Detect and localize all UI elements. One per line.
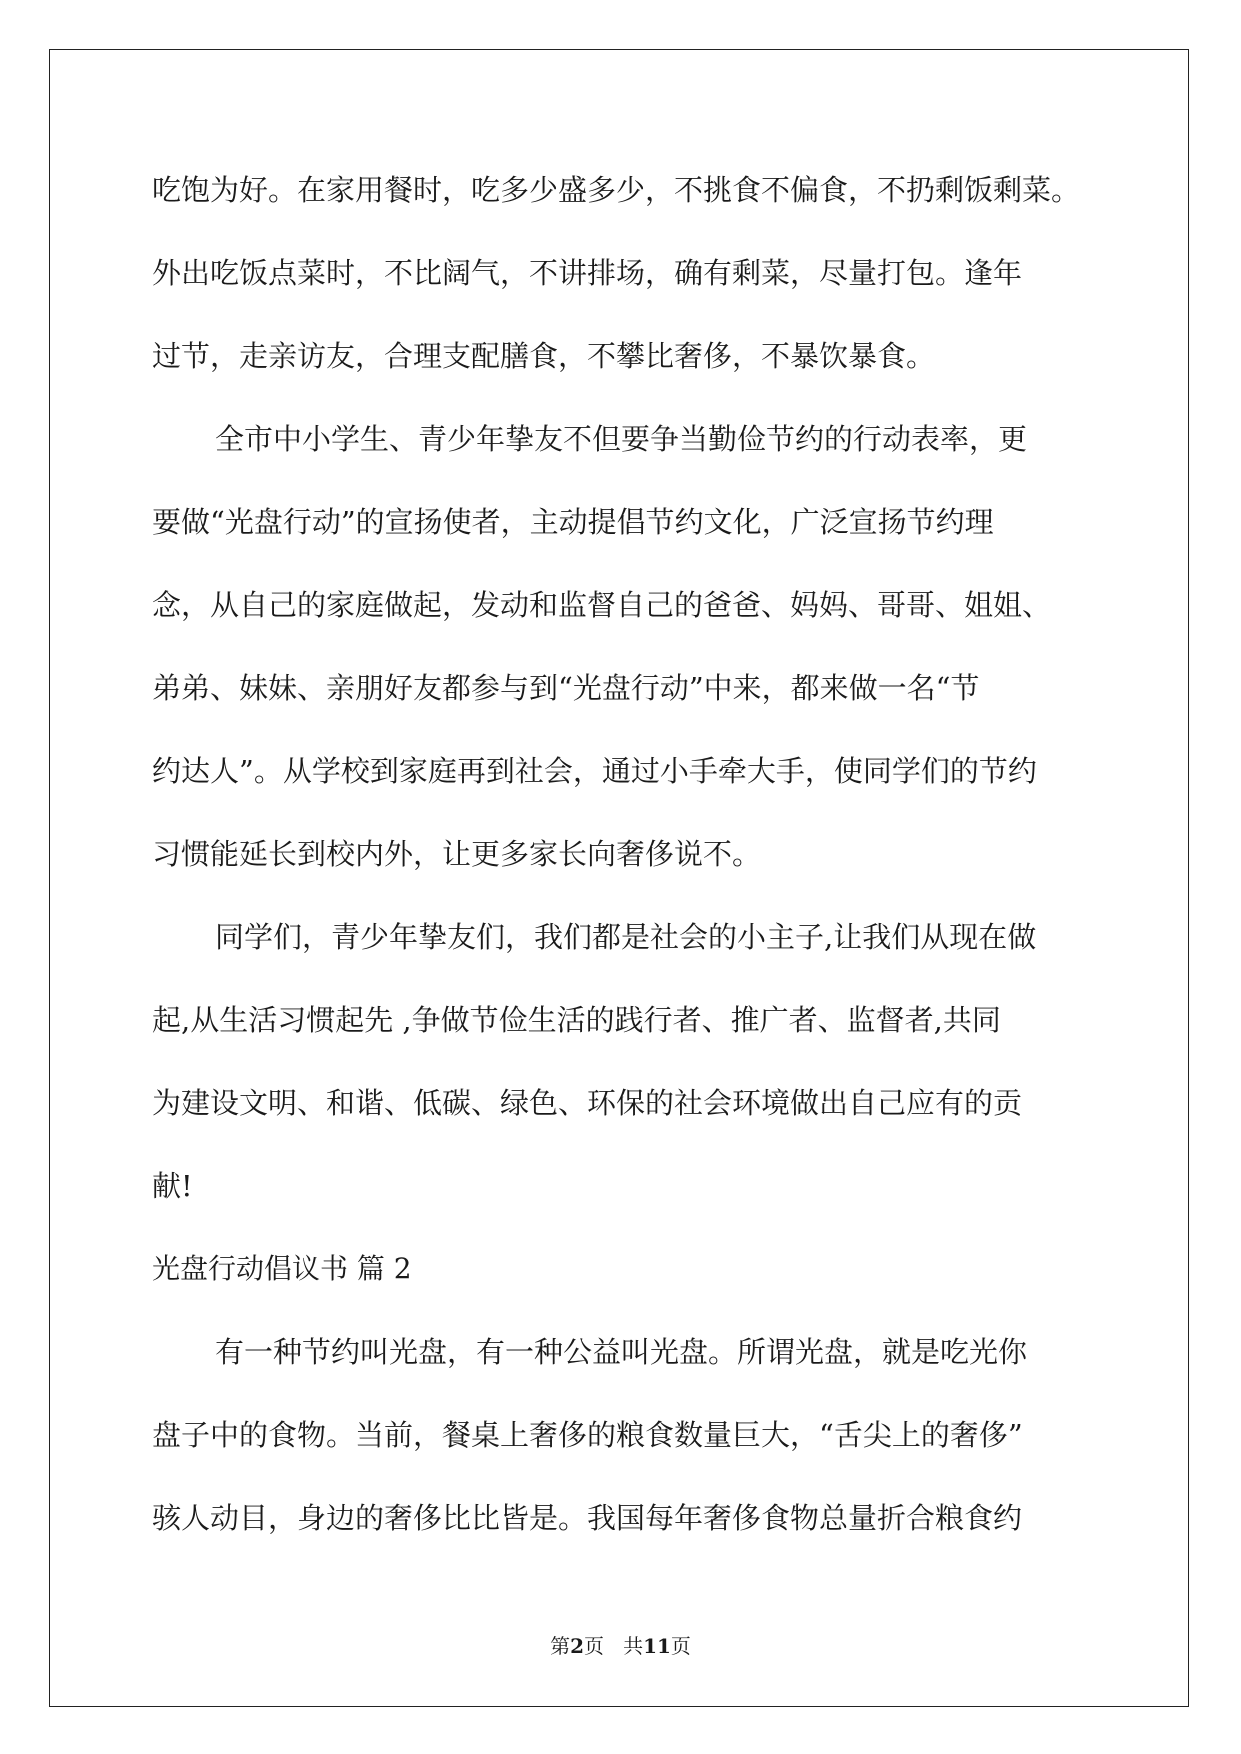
text-line: 骇人动目，身边的奢侈比比皆是。我国每年奢侈食物总量折合粮食约 [152,1501,1023,1535]
footer-total-suffix: 页 [670,1634,691,1658]
text-line: 念，从自己的家庭做起，发动和监督自己的爸爸、妈妈、哥哥、姐姐、 [152,588,1052,622]
text-line: 过节，走亲访友，合理支配膳食，不攀比奢侈，不暴饮暴食。 [152,339,936,373]
text-line: 全市中小学生、青少年挚友不但要争当勤俭节约的行动表率，更 [215,422,1028,456]
text-line: 要做“光盘行动”的宣扬使者，主动提倡节约文化，广泛宣扬节约理 [152,505,994,539]
text-line: 盘子中的食物。当前，餐桌上奢侈的粮食数量巨大，“舌尖上的奢侈” [152,1418,1023,1452]
text-line: 起,从生活习惯起先 ,争做节俭生活的践行者、推广者、监督者,共同 [152,1003,1001,1037]
page-frame [49,49,1189,1707]
text-line: 习惯能延长到校内外，让更多家长向奢侈说不。 [152,837,762,871]
text-line: 弟弟、妹妹、亲朋好友都参与到“光盘行动”中来，都来做一名“节 [152,671,980,705]
section-heading: 光盘行动倡议书 篇 2 [152,1252,412,1285]
footer-total-pages: 11 [643,1634,671,1658]
text-line: 吃饱为好。在家用餐时，吃多少盛多少，不挑食不偏食，不扔剩饭剩菜。 [152,173,1081,207]
text-line: 同学们，青少年挚友们，我们都是社会的小主子,让我们从现在做 [215,920,1037,954]
text-line: 外出吃饭点菜时，不比阔气，不讲排场，确有剩菜，尽量打包。逢年 [152,256,1023,290]
text-line: 献! [152,1169,193,1203]
text-line: 为建设文明、和谐、低碳、绿色、环保的社会环境做出自己应有的贡 [152,1086,1023,1120]
text-line: 有一种节约叫光盘，有一种公益叫光盘。所谓光盘，就是吃光你 [215,1335,1028,1369]
footer-page-prefix: 第 [550,1634,571,1658]
page-footer [0,1630,1241,1659]
footer-page-number: 2 [570,1634,584,1658]
text-line: 约达人”。从学校到家庭再到社会，通过小手牵大手，使同学们的节约 [152,754,1037,788]
footer-total-prefix: 共 [623,1634,644,1658]
footer-page-suffix: 页 [584,1634,604,1658]
